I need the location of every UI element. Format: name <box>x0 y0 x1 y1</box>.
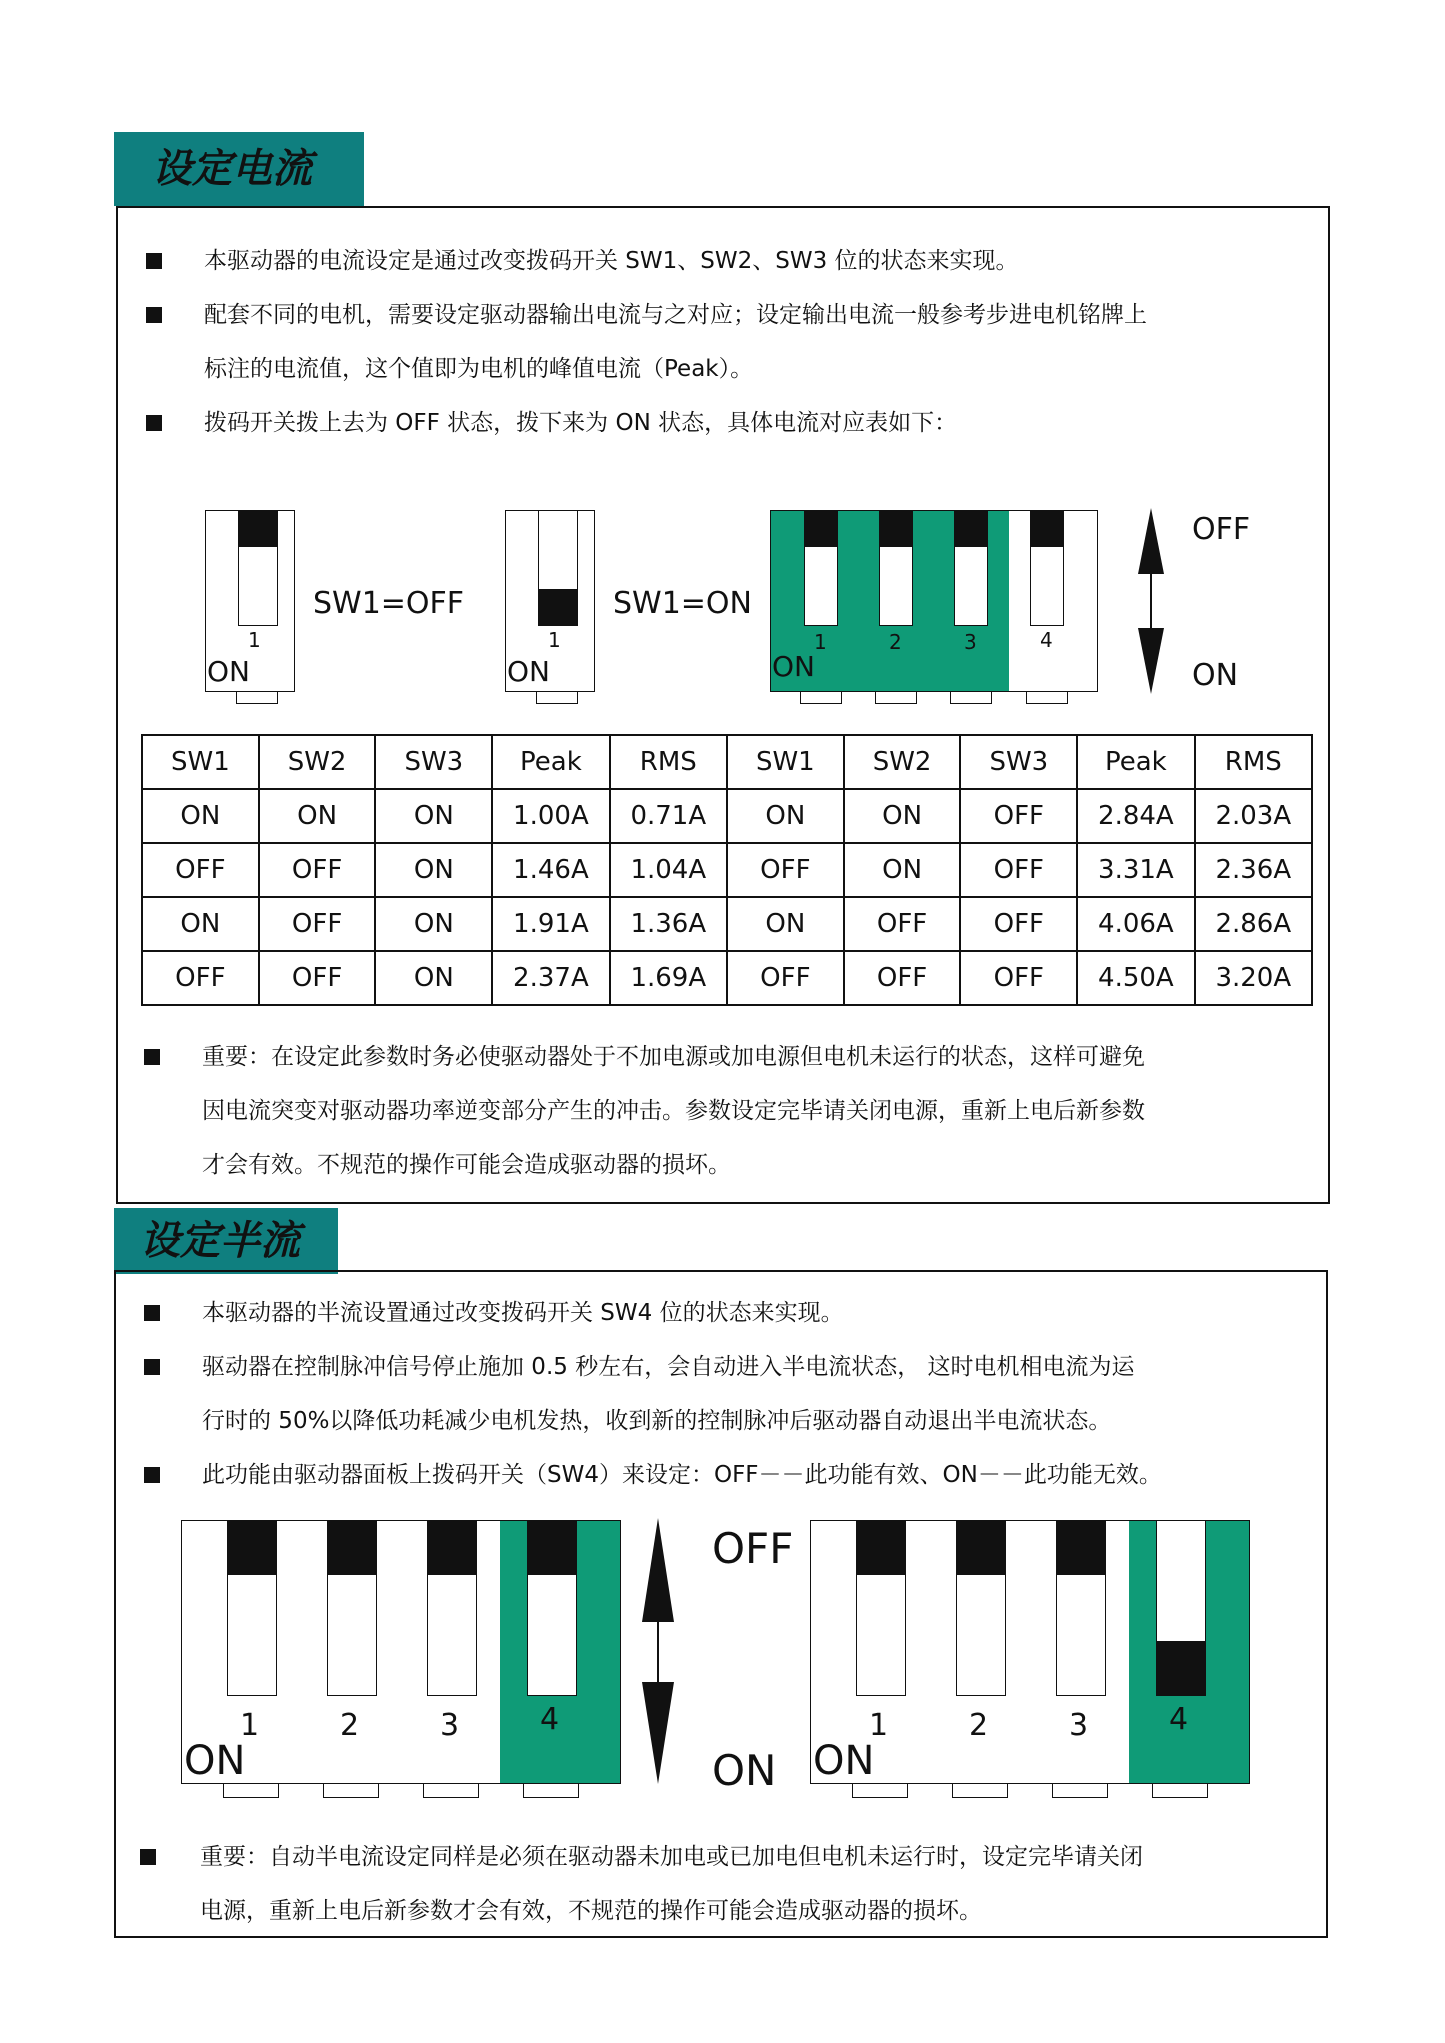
switch-number: 4 <box>1040 628 1053 652</box>
section-title-half-current: 设定半流 <box>114 1208 338 1274</box>
table-header-row <box>142 735 1312 789</box>
switch-number: 2 <box>340 1708 360 1743</box>
table-cell: OFF <box>960 843 1077 897</box>
table-header-cell: SW1 <box>142 735 259 789</box>
table-cell: 2.86A <box>1195 897 1312 951</box>
bullet-text: 本驱动器的电流设定是通过改变拨码开关 SW1、SW2、SW3 位的状态来实现。 <box>204 248 1019 274</box>
switch-number: 4 <box>540 1702 560 1737</box>
bullet-icon <box>144 1467 160 1483</box>
table-cell: OFF <box>727 843 844 897</box>
table-cell: OFF <box>960 951 1077 1005</box>
table-header-cell: RMS <box>610 735 727 789</box>
switch-number: 3 <box>1069 1708 1089 1743</box>
table-header-cell: Peak <box>492 735 609 789</box>
table-cell: 2.84A <box>1077 789 1194 843</box>
switch-number: 3 <box>440 1708 460 1743</box>
table-cell: 2.36A <box>1195 843 1312 897</box>
note-text-continued: 才会有效。不规范的操作可能会造成驱动器的损坏。 <box>202 1152 731 1178</box>
table-cell: OFF <box>142 843 259 897</box>
table-cell: 0.71A <box>610 789 727 843</box>
table-cell: 3.20A <box>1195 951 1312 1005</box>
table-cell: 4.06A <box>1077 897 1194 951</box>
table-cell: 3.31A <box>1077 843 1194 897</box>
table-cell: ON <box>844 789 961 843</box>
table-row <box>142 951 1312 1005</box>
on-label: ON <box>772 650 815 683</box>
sw1-off-label: SW1=OFF <box>313 586 465 621</box>
bullet-icon <box>144 1049 160 1065</box>
note-text: 重要：在设定此参数时务必使驱动器处于不加电源或加电源但电机未运行的状态，这样可避免 <box>202 1044 1145 1070</box>
switch-number: 1 <box>869 1708 889 1743</box>
bullet-text: 驱动器在控制脉冲信号停止施加 0.5 秒左右，会自动进入半电流状态， 这时电机相电流为运 <box>202 1354 1135 1380</box>
current-table <box>141 734 1313 1006</box>
bullet-text: 拨码开关拨上去为 OFF 状态，拨下来为 ON 状态，具体电流对应表如下： <box>204 410 958 436</box>
table-cell: 1.91A <box>492 897 609 951</box>
table-row <box>142 843 1312 897</box>
off-label: OFF <box>1192 512 1251 547</box>
bullet-icon <box>146 415 162 431</box>
bullet-icon <box>144 1305 160 1321</box>
table-cell: OFF <box>259 951 376 1005</box>
bullet-icon <box>144 1359 160 1375</box>
table-cell: ON <box>375 789 492 843</box>
table-cell: OFF <box>844 897 961 951</box>
table-header-cell: Peak <box>1077 735 1194 789</box>
table-header-cell: SW1 <box>727 735 844 789</box>
table-cell: ON <box>727 897 844 951</box>
table-cell: OFF <box>727 951 844 1005</box>
table-cell: ON <box>375 951 492 1005</box>
switch-number: 1 <box>814 630 827 654</box>
table-cell: OFF <box>960 789 1077 843</box>
switch-number: 2 <box>889 630 902 654</box>
on-label: ON <box>507 655 550 688</box>
bullet-text: 此功能由驱动器面板上拨码开关（SW4）来设定：OFF－－此功能有效、ON－－此功能无效。 <box>202 1462 1162 1488</box>
switch-number: 1 <box>548 628 561 652</box>
table-cell: 4.50A <box>1077 951 1194 1005</box>
table-cell: ON <box>844 843 961 897</box>
switch-number: 1 <box>248 628 261 652</box>
table-cell: 1.69A <box>610 951 727 1005</box>
table-header-cell: RMS <box>1195 735 1312 789</box>
on-label: ON <box>184 1738 246 1784</box>
bullet-text: 配套不同的电机，需要设定驱动器输出电流与之对应；设定输出电流一般参考步进电机铭牌上 <box>204 302 1147 328</box>
table-cell: OFF <box>259 843 376 897</box>
bullet-text: 本驱动器的半流设置通过改变拨码开关 SW4 位的状态来实现。 <box>202 1300 844 1326</box>
on-label: ON <box>1192 658 1239 693</box>
switch-number: 4 <box>1169 1702 1189 1737</box>
table-header-cell: SW2 <box>844 735 961 789</box>
table-cell: OFF <box>844 951 961 1005</box>
table-cell: 1.46A <box>492 843 609 897</box>
table-cell: ON <box>259 789 376 843</box>
table-cell: ON <box>375 897 492 951</box>
bullet-text-continued: 标注的电流值，这个值即为电机的峰值电流（Peak）。 <box>204 356 754 382</box>
table-header-cell: SW3 <box>960 735 1077 789</box>
bullet-icon <box>140 1849 156 1865</box>
switch-number: 3 <box>964 630 977 654</box>
table-cell: 1.04A <box>610 843 727 897</box>
sw1-on-label: SW1=ON <box>613 586 752 621</box>
on-label: ON <box>813 1738 875 1784</box>
table-row <box>142 789 1312 843</box>
table-cell: 1.00A <box>492 789 609 843</box>
switch-number: 1 <box>240 1708 260 1743</box>
table-row <box>142 897 1312 951</box>
table-cell: ON <box>727 789 844 843</box>
table-header-cell: SW2 <box>259 735 376 789</box>
note-text: 重要：自动半电流设定同样是必须在驱动器未加电或已加电但电机未运行时，设定完毕请关闭 <box>200 1844 1143 1870</box>
table-header-cell: SW3 <box>375 735 492 789</box>
table-cell: OFF <box>259 897 376 951</box>
table-cell: ON <box>142 897 259 951</box>
switch-number: 2 <box>969 1708 989 1743</box>
table-cell: 2.03A <box>1195 789 1312 843</box>
on-label: ON <box>712 1746 777 1795</box>
table-cell: OFF <box>142 951 259 1005</box>
note-text-continued: 电源，重新上电后新参数才会有效，不规范的操作可能会造成驱动器的损坏。 <box>200 1898 982 1924</box>
note-text-continued: 因电流突变对驱动器功率逆变部分产生的冲击。参数设定完毕请关闭电源，重新上电后新参数 <box>202 1098 1145 1124</box>
table-cell: 1.36A <box>610 897 727 951</box>
bullet-text-continued: 行时的 50%以降低功耗减少电机发热，收到新的控制脉冲后驱动器自动退出半电流状态。 <box>202 1408 1112 1434</box>
on-label: ON <box>207 655 250 688</box>
off-label: OFF <box>712 1524 794 1573</box>
bullet-icon <box>146 253 162 269</box>
table-cell: OFF <box>960 897 1077 951</box>
bullet-icon <box>146 307 162 323</box>
table-cell: ON <box>142 789 259 843</box>
section-title-current: 设定电流 <box>114 132 364 206</box>
off-on-arrow-icon <box>1136 508 1166 694</box>
table-cell: 2.37A <box>492 951 609 1005</box>
off-on-arrow-icon <box>640 1518 676 1784</box>
table-cell: ON <box>375 843 492 897</box>
